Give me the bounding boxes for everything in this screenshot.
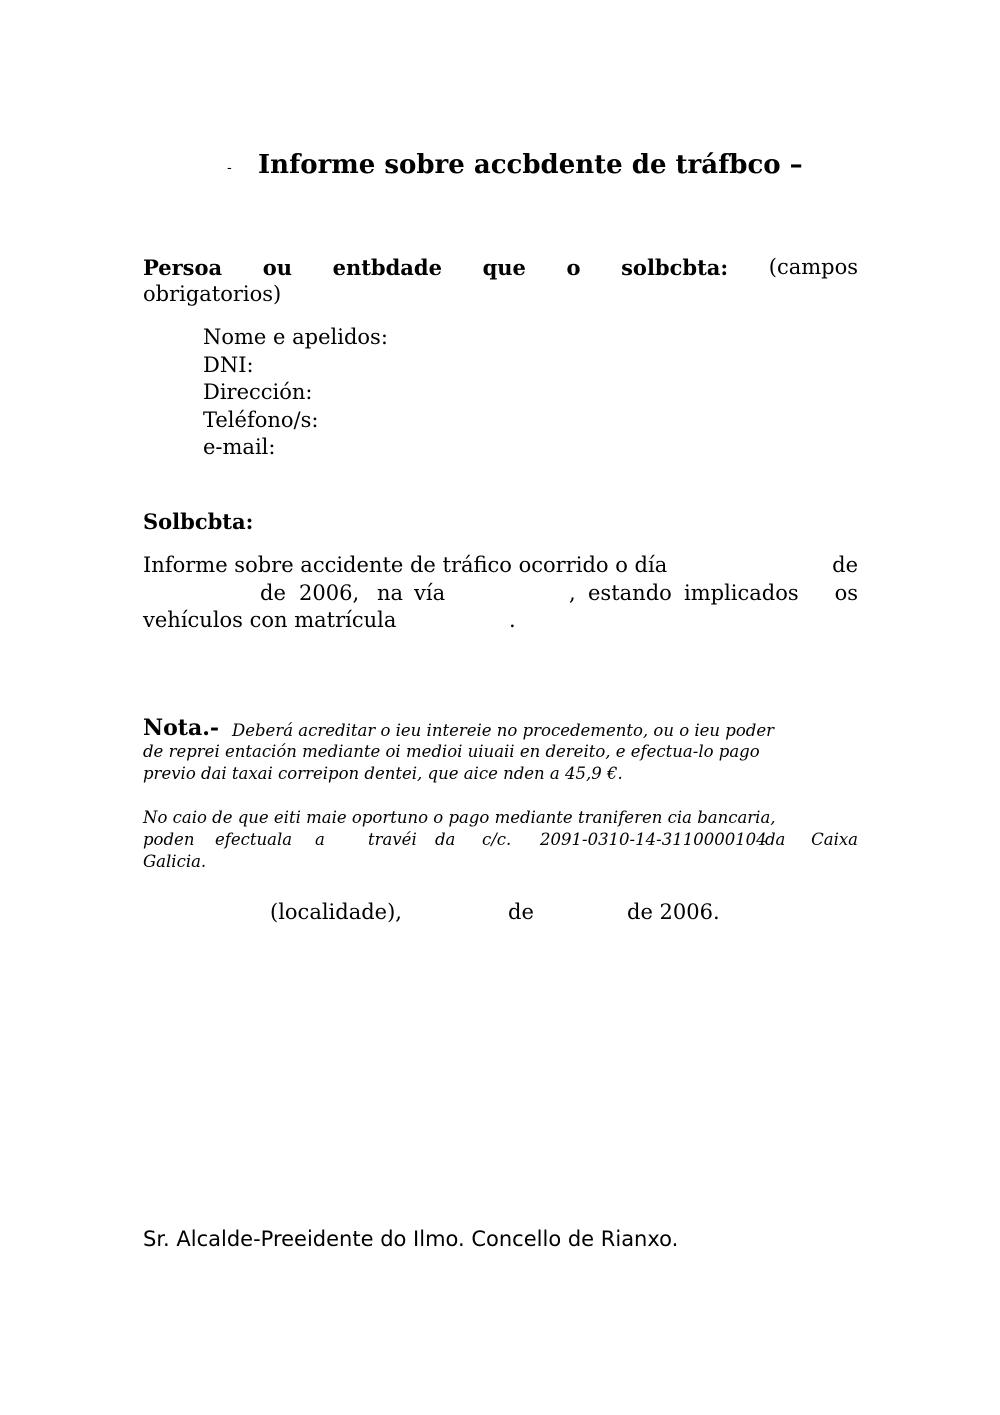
place-date-line (143, 900, 858, 928)
request-line (143, 580, 858, 608)
payment-word: da (765, 830, 786, 849)
document-title: Informe sobre accbdente de tráfbco – (258, 150, 803, 180)
note-block (143, 716, 858, 786)
note-text: de reprei entación mediante oi medioi uiuaii en dereito, e efectua-lo pago (143, 742, 760, 761)
payment-text: Galicia. (143, 852, 207, 871)
payment-line (143, 808, 858, 830)
payment-line (143, 852, 858, 874)
bank-account-number: 2091-0310-14-3110000104 (540, 830, 767, 849)
addressee: Sr. Alcalde-Preeidente do Ilmo. Concello de Rianxo. (143, 1227, 679, 1251)
title-dash: - (227, 160, 232, 176)
request-text: 2006, (299, 580, 360, 605)
request-text: implicados (684, 580, 799, 605)
request-text: vía (414, 580, 446, 605)
heading-word: o (566, 255, 581, 280)
field-label-dni: DNI: (203, 352, 254, 377)
request-text: na (377, 580, 404, 605)
request-text: . (509, 608, 516, 632)
heading-word: solbcbta: (621, 255, 729, 280)
requester-section-heading (143, 254, 858, 308)
date-year: de 2006. (627, 900, 720, 924)
note-line (143, 716, 858, 742)
request-text: , (569, 580, 576, 605)
payment-word: travéi (368, 830, 417, 849)
payment-word: Caixa (811, 830, 858, 849)
note-line (143, 764, 858, 786)
heading-word: entbdade (332, 255, 442, 280)
field-label-address: Dirección: (203, 380, 313, 404)
request-section-heading: Solbcbta: (143, 509, 254, 534)
field-label-email: e-mail: (203, 435, 276, 459)
payment-note (143, 808, 858, 874)
payment-word: a (315, 830, 325, 849)
payment-word: da (435, 830, 456, 849)
note-text: previo dai taxai correipon dentei, que aice nden a 45,9 €. (143, 764, 623, 783)
heading-word: ou (262, 255, 292, 280)
payment-word: c/c. (482, 830, 512, 849)
request-line (143, 552, 858, 580)
request-text: vehículos con matrícula (143, 608, 397, 632)
request-text: Informe sobre accidente de tráfico ocorrido o día (143, 553, 668, 577)
note-text: Deberá acreditar o ieu intereie no procedemento, ou o ieu poder (232, 721, 775, 740)
requester-heading-line (143, 254, 858, 281)
request-text: estando (588, 580, 672, 605)
payment-word: efectuala (215, 830, 293, 849)
heading-note: (campos (768, 255, 858, 279)
note-line (143, 742, 858, 764)
request-text: de (832, 553, 858, 577)
field-label-name: Nome e apelidos: (203, 325, 388, 349)
field-label-phone: Teléfono/s: (203, 407, 319, 432)
heading-note-continued: obrigatorios) (143, 282, 282, 306)
requester-fields (203, 324, 388, 462)
payment-line (143, 830, 858, 852)
payment-text: No caio de que eiti maie oportuno o pago mediante traniferen cia bancaria, (143, 808, 776, 827)
note-label: Nota.- (143, 715, 219, 741)
request-text: de (260, 580, 286, 605)
request-line (143, 607, 858, 635)
date-de: de (508, 900, 534, 924)
request-body (143, 552, 858, 635)
locality-placeholder: (localidade), (270, 900, 402, 924)
request-text: os (834, 580, 858, 605)
payment-word: poden (143, 830, 195, 849)
heading-word: que (482, 255, 526, 280)
heading-word: Persoa (143, 255, 223, 280)
